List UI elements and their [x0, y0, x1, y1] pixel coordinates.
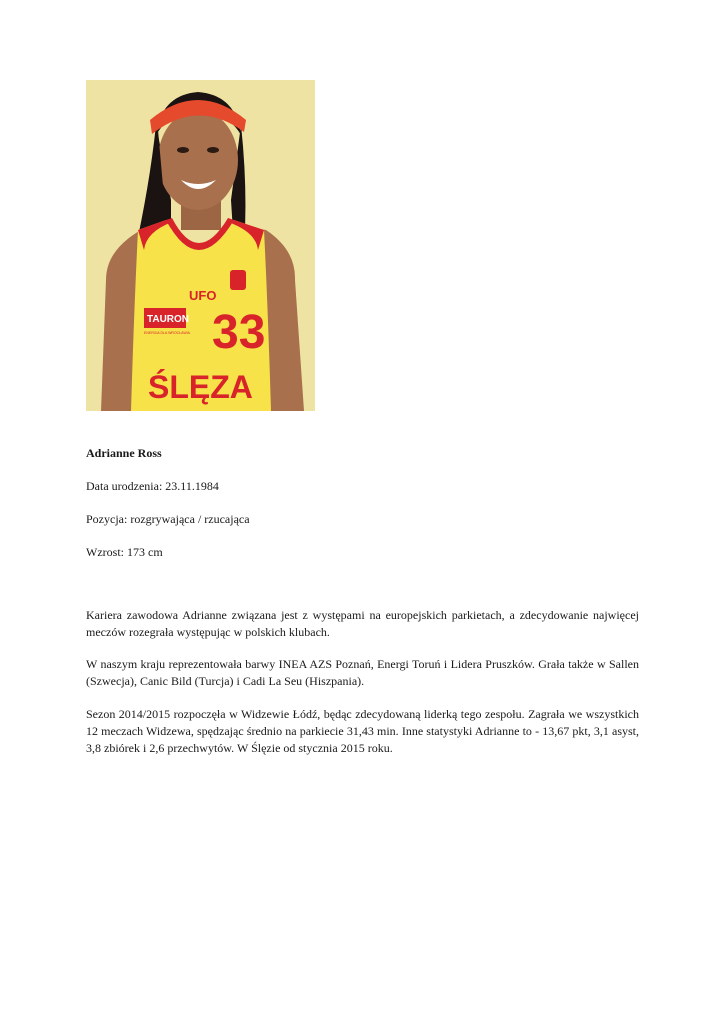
bio-paragraph-2: W naszym kraju reprezentowała barwy INEA AZS Poznań, Energi Toruń i Lidera Pruszków. Grała także w Sallen (Szwecja), Canic Bild (Turcja) i Cadi La Seu (Hiszpania). [86, 657, 639, 688]
jersey-number: 33 [212, 306, 266, 359]
player-photo [86, 80, 315, 411]
position: Pozycja: rozgrywająca / rzucająca [86, 512, 250, 526]
birth-date: Data urodzenia: 23.11.1984 [86, 479, 219, 493]
bio-paragraph-3: Sezon 2014/2015 rozpoczęła w Widzewie Łódź, będąc zdecydowaną liderką tego zespołu. Zagrała we wszystkich 12 meczach Widzewa, spędzając średnio na parkiecie 31,43 min. Inne statystyki Adrianne to - 13,67 pkt, 3,1 asyst, 3,8 zbiórek i 2,6 przechwytów. W Ślęzie od stycznia 2015 roku. [86, 707, 639, 755]
jersey-team: ŚLĘZA [148, 369, 253, 405]
jersey-sponsor: TAURON [147, 314, 190, 325]
player-name: Adrianne Ross [86, 446, 162, 460]
jersey-brand: UFO [189, 288, 217, 303]
jersey-sponsor-sub: ENERGIA DLA WROCŁAWIA [144, 331, 190, 335]
bio-paragraph-1: Kariera zawodowa Adrianne związana jest z występami na europejskich parkietach, a zdecydowanie najwięcej meczów rozegrała występując w polskich klubach. [86, 608, 639, 639]
height: Wzrost: 173 cm [86, 545, 163, 559]
